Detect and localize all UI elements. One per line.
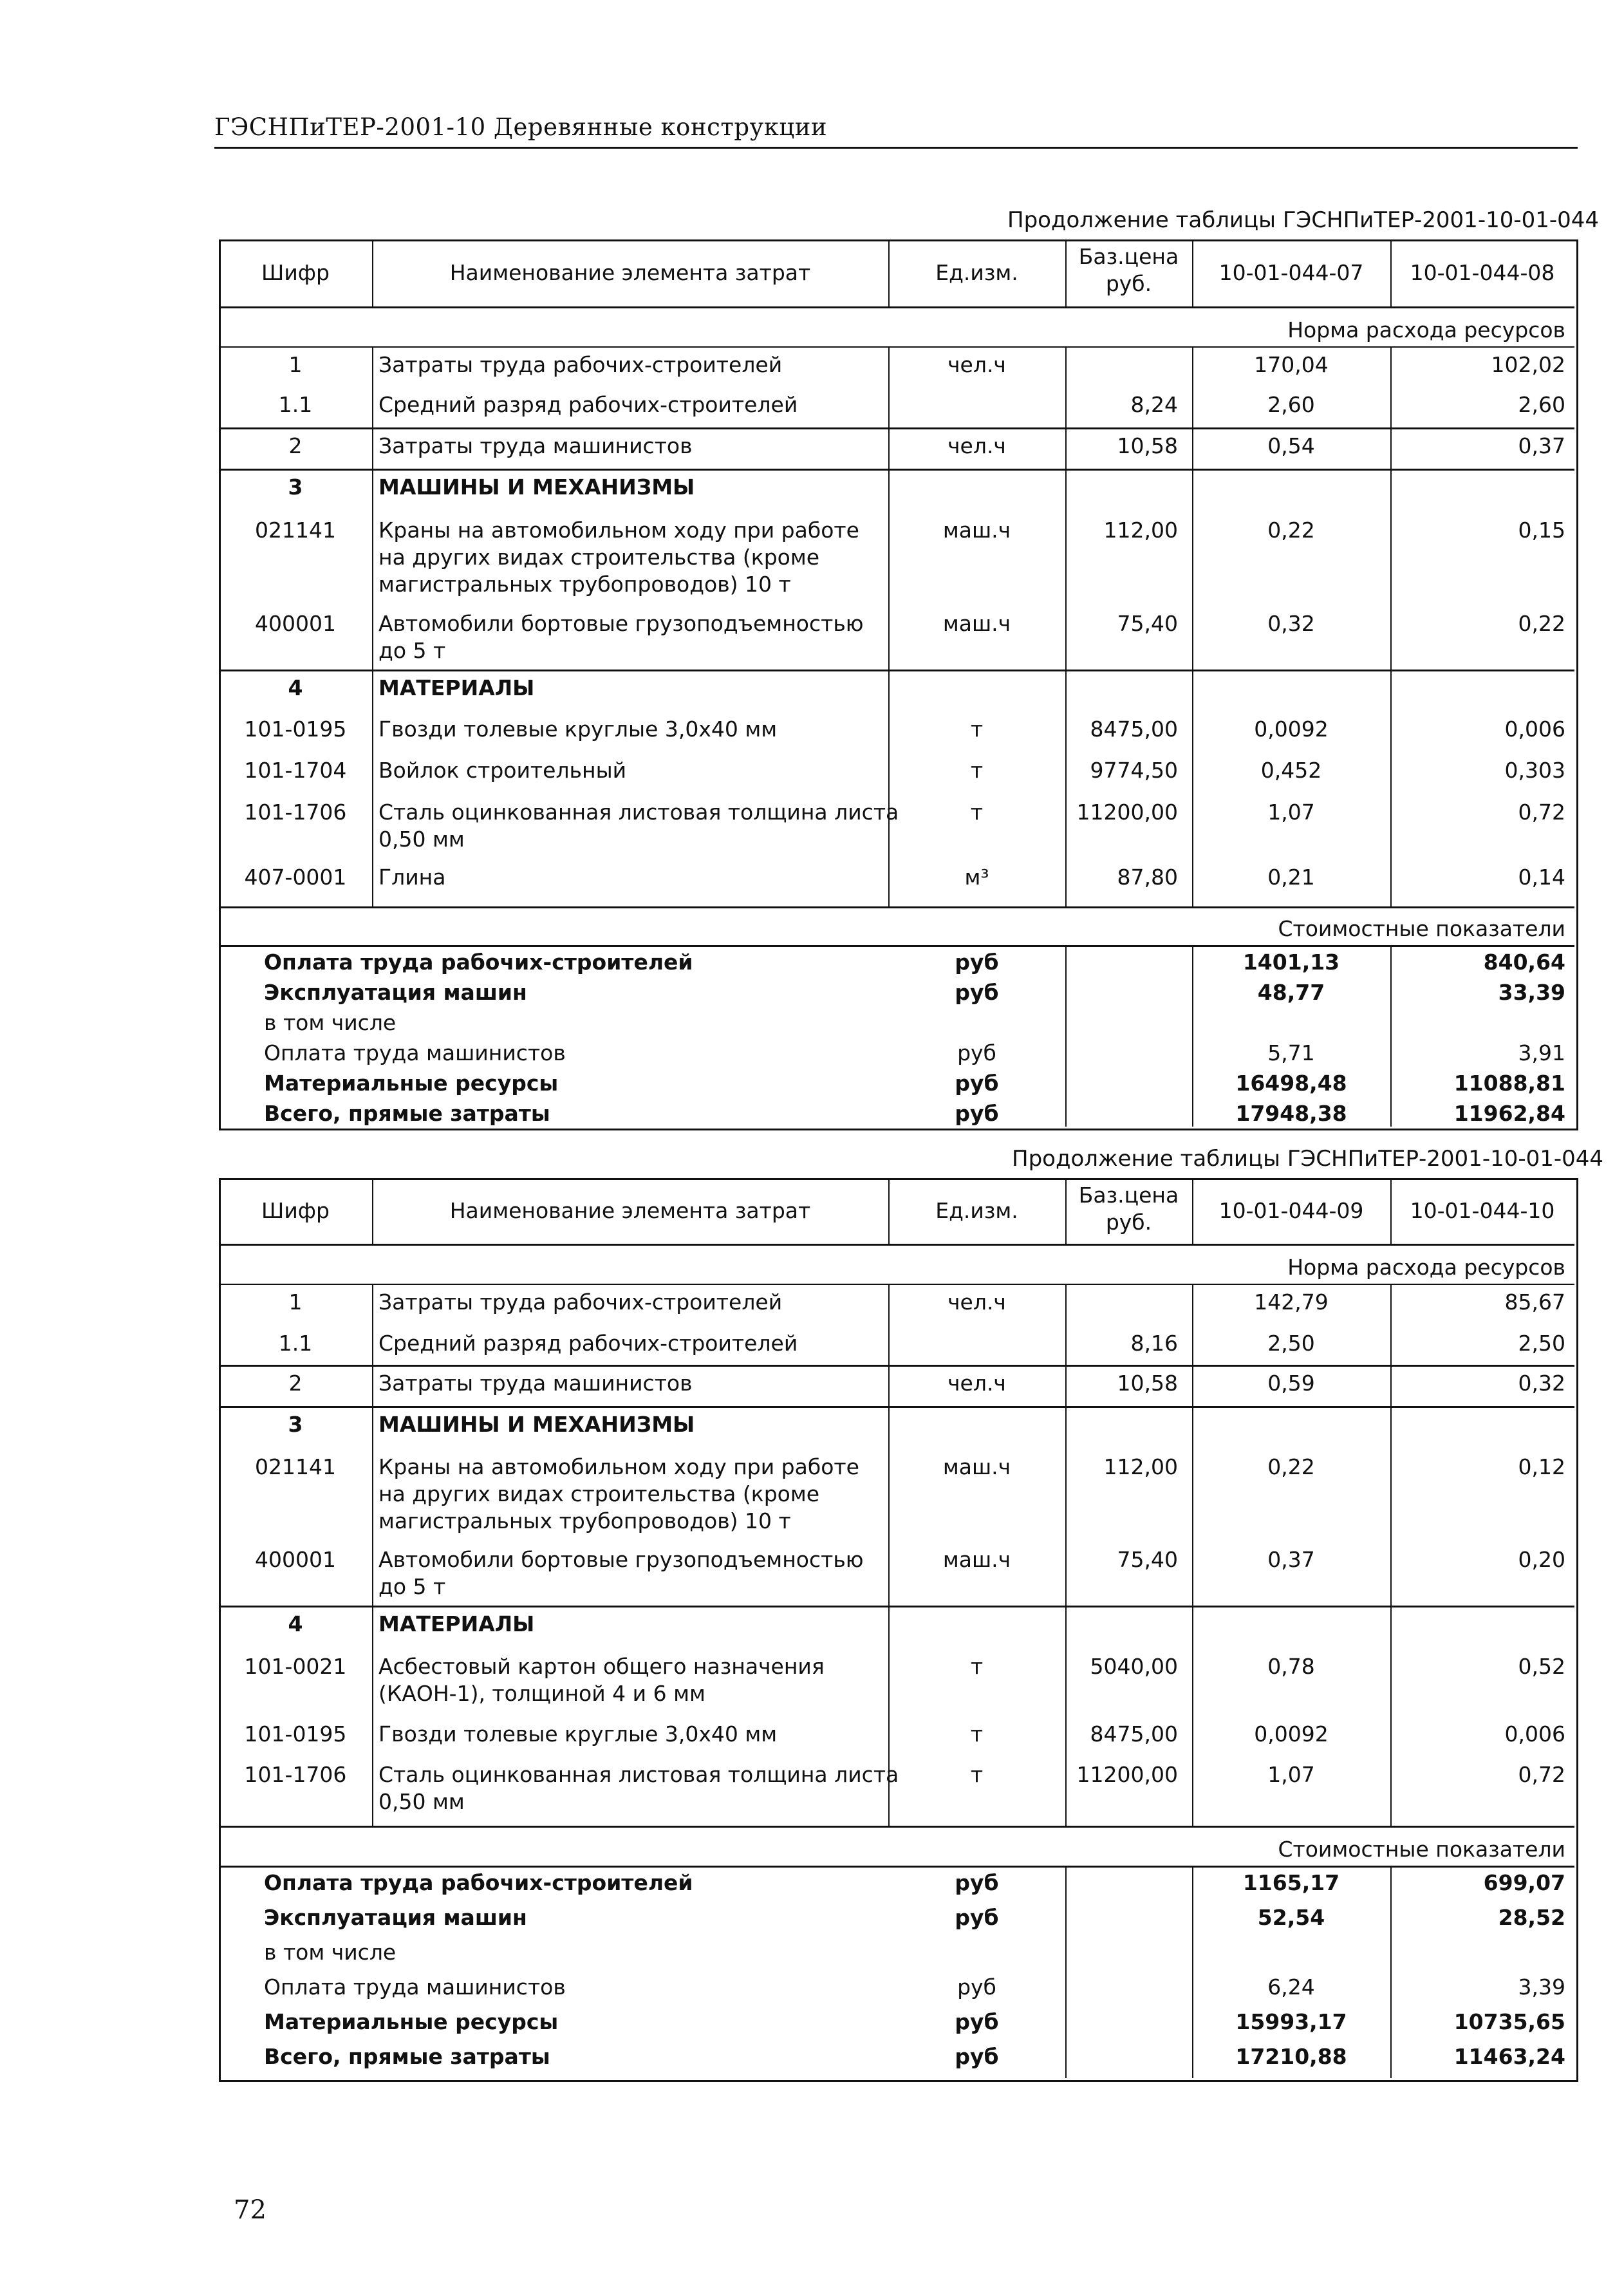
cost-value-2: 3,91 xyxy=(1518,1040,1565,1065)
body-bottom-rule xyxy=(219,1826,1574,1828)
cost-value-2: 11463,24 xyxy=(1453,2044,1565,2069)
cost-value-2: 3,39 xyxy=(1518,1974,1565,2000)
row-price: 75,40 xyxy=(1117,611,1178,636)
row-unit: чел.ч xyxy=(947,1289,1006,1315)
row-code: 2 xyxy=(288,433,303,458)
row-price: 112,00 xyxy=(1103,518,1178,543)
row-code: 101-0021 xyxy=(244,1654,347,1679)
group-rule xyxy=(219,1406,1574,1408)
row-code: 021141 xyxy=(255,1454,336,1479)
header-bottom-rule xyxy=(219,1244,1574,1246)
row-unit: маш.ч xyxy=(942,611,1011,636)
row-price: 10,58 xyxy=(1117,1371,1178,1396)
row-value-1: 0,0092 xyxy=(1254,717,1329,742)
row-value-1: 142,79 xyxy=(1254,1289,1329,1315)
row-unit: м³ xyxy=(964,865,989,890)
row-code: 407-0001 xyxy=(244,865,347,890)
cost-column-rule xyxy=(1065,1866,1067,2078)
row-price: 112,00 xyxy=(1103,1454,1178,1479)
row-value-2: 0,32 xyxy=(1518,1371,1565,1396)
page-header: ГЭСНПиТЕР-2001-10 Деревянные конструкции xyxy=(214,113,828,141)
row-value-2: 0,14 xyxy=(1518,865,1565,890)
row-code: 2 xyxy=(288,1371,303,1396)
cost-caption-rule xyxy=(219,1866,1574,1868)
row-name: МАТЕРИАЛЫ xyxy=(378,675,535,700)
row-price: 8,24 xyxy=(1130,392,1178,417)
cost-value-1: 48,77 xyxy=(1257,980,1325,1005)
row-code: 101-1706 xyxy=(244,800,347,825)
cost-label: Эксплуатация машин xyxy=(264,1905,527,1930)
norm-caption: Норма расхода ресурсов xyxy=(1287,317,1565,342)
header-col2: 10-01-044-08 xyxy=(1410,260,1555,285)
cost-value-1: 52,54 xyxy=(1257,1905,1325,1930)
cost-value-2: 28,52 xyxy=(1498,1905,1565,1930)
cost-label: Оплата труда машинистов xyxy=(264,1040,566,1065)
group-rule xyxy=(219,1606,1574,1607)
row-name: МАШИНЫ И МЕХАНИЗМЫ xyxy=(378,1412,695,1437)
row-name: Затраты труда машинистов xyxy=(378,1371,693,1396)
header-name: Наименование элемента затрат xyxy=(449,260,811,285)
row-unit: т xyxy=(970,1721,984,1747)
row-name: Войлок строительный xyxy=(378,758,627,783)
row-value-2: 2,60 xyxy=(1518,392,1565,417)
cost-column-rule xyxy=(1065,945,1067,1127)
cost-value-1: 1165,17 xyxy=(1242,1870,1340,1895)
page-number: 72 xyxy=(234,2195,266,2225)
cost-value-1: 5,71 xyxy=(1267,1040,1315,1065)
cost-value-1: 17210,88 xyxy=(1235,2044,1347,2069)
row-unit: т xyxy=(970,800,984,825)
group-rule xyxy=(219,469,1574,471)
cost-value-2: 699,07 xyxy=(1483,1870,1565,1895)
row-value-2: 0,72 xyxy=(1518,1762,1565,1787)
cost-label: Эксплуатация машин xyxy=(264,980,527,1005)
row-value-1: 2,50 xyxy=(1267,1331,1315,1356)
row-code: 101-1704 xyxy=(244,758,347,783)
row-name: МАШИНЫ И МЕХАНИЗМЫ xyxy=(378,474,695,500)
cost-unit: руб xyxy=(955,950,999,975)
row-value-1: 0,22 xyxy=(1267,518,1315,543)
row-code: 101-1706 xyxy=(244,1762,347,1787)
row-value-1: 0,22 xyxy=(1267,1454,1315,1479)
row-value-1: 0,78 xyxy=(1267,1654,1315,1679)
body-bottom-rule xyxy=(219,906,1574,908)
row-name: Средний разряд рабочих-строителей xyxy=(378,392,798,417)
row-price: 11200,00 xyxy=(1076,800,1178,825)
cost-unit: руб xyxy=(957,1040,996,1065)
cost-caption-rule xyxy=(219,945,1574,947)
cost-value-1: 1401,13 xyxy=(1242,950,1340,975)
row-code: 1.1 xyxy=(278,1331,313,1356)
row-unit: т xyxy=(970,717,984,742)
cost-unit: руб xyxy=(957,1974,996,2000)
cost-value-2: 840,64 xyxy=(1483,950,1565,975)
row-name: Гвозди толевые круглые 3,0х40 мм xyxy=(378,717,778,742)
cost-label: Материальные ресурсы xyxy=(264,1071,559,1096)
row-code: 400001 xyxy=(255,611,336,636)
cost-value-2: 11088,81 xyxy=(1453,1071,1565,1096)
row-price: 8475,00 xyxy=(1090,717,1178,742)
cost-label: Оплата труда машинистов xyxy=(264,1974,566,2000)
header-col2: 10-01-044-10 xyxy=(1410,1198,1555,1223)
group-rule xyxy=(219,1365,1574,1367)
header-price: Баз.цена руб. xyxy=(1078,1183,1179,1235)
row-name: Сталь оцинкованная листовая толщина листа 0,50 мм xyxy=(378,800,899,852)
cost-caption: Стоимостные показатели xyxy=(1278,1837,1565,1862)
group-rule xyxy=(219,427,1574,429)
cost-value-1: 16498,48 xyxy=(1235,1071,1347,1096)
row-code: 3 xyxy=(288,1412,303,1437)
row-name: Затраты труда рабочих-строителей xyxy=(378,1289,783,1315)
row-code: 021141 xyxy=(255,518,336,543)
row-value-1: 0,21 xyxy=(1267,865,1315,890)
row-value-1: 0,54 xyxy=(1267,433,1315,458)
header-unit: Ед.изм. xyxy=(935,260,1018,285)
row-value-2: 0,006 xyxy=(1504,717,1565,742)
row-value-2: 0,52 xyxy=(1518,1654,1565,1679)
row-unit: чел.ч xyxy=(947,352,1006,377)
row-value-2: 0,15 xyxy=(1518,518,1565,543)
row-price: 9774,50 xyxy=(1090,758,1178,783)
row-price: 75,40 xyxy=(1117,1547,1178,1572)
row-value-1: 0,452 xyxy=(1260,758,1322,783)
cost-label: Оплата труда рабочих-строителей xyxy=(264,950,693,975)
row-name: Затраты труда рабочих-строителей xyxy=(378,352,783,377)
continuation-caption: Продолжение таблицы ГЭСНПиТЕР-2001-10-01-044 xyxy=(1007,207,1600,233)
row-code: 1 xyxy=(288,1289,303,1315)
row-value-1: 1,07 xyxy=(1267,1762,1315,1787)
row-unit: т xyxy=(970,1654,984,1679)
row-name: Затраты труда машинистов xyxy=(378,433,693,458)
row-price: 8475,00 xyxy=(1090,1721,1178,1747)
header-code: Шифр xyxy=(261,260,330,285)
row-unit: т xyxy=(970,758,984,783)
header-col1: 10-01-044-07 xyxy=(1218,260,1364,285)
row-name: Краны на автомобильном ходу при работе на других видах строительства (кроме магистральных трубопроводов) 10 т xyxy=(378,518,859,597)
continuation-caption: Продолжение таблицы ГЭСНПиТЕР-2001-10-01-044 xyxy=(1012,1146,1604,1172)
cost-value-2: 10735,65 xyxy=(1453,2009,1565,2034)
cost-unit: руб xyxy=(955,1101,999,1126)
row-code: 101-0195 xyxy=(244,1721,347,1747)
row-name: Средний разряд рабочих-строителей xyxy=(378,1331,798,1356)
group-rule xyxy=(219,670,1574,671)
row-value-1: 0,0092 xyxy=(1254,1721,1329,1747)
row-unit: т xyxy=(970,1762,984,1787)
row-value-1: 170,04 xyxy=(1254,352,1329,377)
norm-caption-rule xyxy=(219,1284,1574,1285)
cost-value-1: 15993,17 xyxy=(1235,2009,1347,2034)
row-name: Гвозди толевые круглые 3,0х40 мм xyxy=(378,1721,778,1747)
row-value-1: 0,59 xyxy=(1267,1371,1315,1396)
row-code: 1 xyxy=(288,352,303,377)
row-value-2: 0,72 xyxy=(1518,800,1565,825)
row-unit: маш.ч xyxy=(942,518,1011,543)
row-price: 87,80 xyxy=(1117,865,1178,890)
row-unit: маш.ч xyxy=(942,1547,1011,1572)
row-name: МАТЕРИАЛЫ xyxy=(378,1611,535,1636)
cost-label: Всего, прямые затраты xyxy=(264,1101,550,1126)
row-code: 4 xyxy=(288,675,303,700)
header-name: Наименование элемента затрат xyxy=(449,1198,811,1223)
row-name: Краны на автомобильном ходу при работе на других видах строительства (кроме магистральных трубопроводов) 10 т xyxy=(378,1454,859,1533)
cost-caption: Стоимостные показатели xyxy=(1278,916,1565,941)
row-price: 5040,00 xyxy=(1090,1654,1178,1679)
cost-unit: руб xyxy=(955,1870,999,1895)
header-col1: 10-01-044-09 xyxy=(1218,1198,1364,1223)
header-code: Шифр xyxy=(261,1198,330,1223)
row-name: Асбестовый картон общего назначения (КАОН-1), толщиной 4 и 6 мм xyxy=(378,1654,825,1706)
row-name: Сталь оцинкованная листовая толщина листа 0,50 мм xyxy=(378,1762,899,1814)
cost-unit: руб xyxy=(955,980,999,1005)
cost-label: Оплата труда рабочих-строителей xyxy=(264,1870,693,1895)
row-value-1: 1,07 xyxy=(1267,800,1315,825)
cost-unit: руб xyxy=(955,1071,999,1096)
cost-unit: руб xyxy=(955,2044,999,2069)
row-unit: чел.ч xyxy=(947,1371,1006,1396)
cost-unit: руб xyxy=(955,2009,999,2034)
header-bottom-rule xyxy=(219,306,1574,308)
row-price: 8,16 xyxy=(1130,1331,1178,1356)
row-value-2: 2,50 xyxy=(1518,1331,1565,1356)
row-code: 4 xyxy=(288,1611,303,1636)
row-name: Автомобили бортовые грузоподъемностью до 5 т xyxy=(378,611,864,663)
row-value-1: 0,32 xyxy=(1267,611,1315,636)
header-unit: Ед.изм. xyxy=(935,1198,1018,1223)
cost-label: в том числе xyxy=(264,1010,397,1035)
cost-value-1: 6,24 xyxy=(1267,1974,1315,2000)
row-price: 10,58 xyxy=(1117,433,1178,458)
row-code: 400001 xyxy=(255,1547,336,1572)
row-code: 1.1 xyxy=(278,392,313,417)
row-code: 3 xyxy=(288,474,303,500)
cost-label: Материальные ресурсы xyxy=(264,2009,559,2034)
row-unit: маш.ч xyxy=(942,1454,1011,1479)
row-value-2: 0,006 xyxy=(1504,1721,1565,1747)
header-price: Баз.цена руб. xyxy=(1078,244,1179,296)
row-value-2: 0,37 xyxy=(1518,433,1565,458)
row-code: 101-0195 xyxy=(244,717,347,742)
row-value-2: 102,02 xyxy=(1491,352,1565,377)
cost-value-2: 33,39 xyxy=(1498,980,1565,1005)
row-value-1: 0,37 xyxy=(1267,1547,1315,1572)
row-value-2: 85,67 xyxy=(1504,1289,1565,1315)
row-name: Автомобили бортовые грузоподъемностью до 5 т xyxy=(378,1547,864,1599)
cost-value-2: 11962,84 xyxy=(1453,1101,1565,1126)
row-name: Глина xyxy=(378,865,446,890)
norm-caption: Норма расхода ресурсов xyxy=(1287,1255,1565,1280)
cost-label: Всего, прямые затраты xyxy=(264,2044,550,2069)
row-unit: чел.ч xyxy=(947,433,1006,458)
row-value-1: 2,60 xyxy=(1267,392,1315,417)
row-price: 11200,00 xyxy=(1076,1762,1178,1787)
norm-caption-rule xyxy=(219,346,1574,348)
cost-unit: руб xyxy=(955,1905,999,1930)
row-value-2: 0,12 xyxy=(1518,1454,1565,1479)
header-rule xyxy=(214,147,1578,149)
row-value-2: 0,22 xyxy=(1518,611,1565,636)
cost-value-1: 17948,38 xyxy=(1235,1101,1347,1126)
row-value-2: 0,20 xyxy=(1518,1547,1565,1572)
cost-label: в том числе xyxy=(264,1940,397,1965)
row-value-2: 0,303 xyxy=(1504,758,1565,783)
